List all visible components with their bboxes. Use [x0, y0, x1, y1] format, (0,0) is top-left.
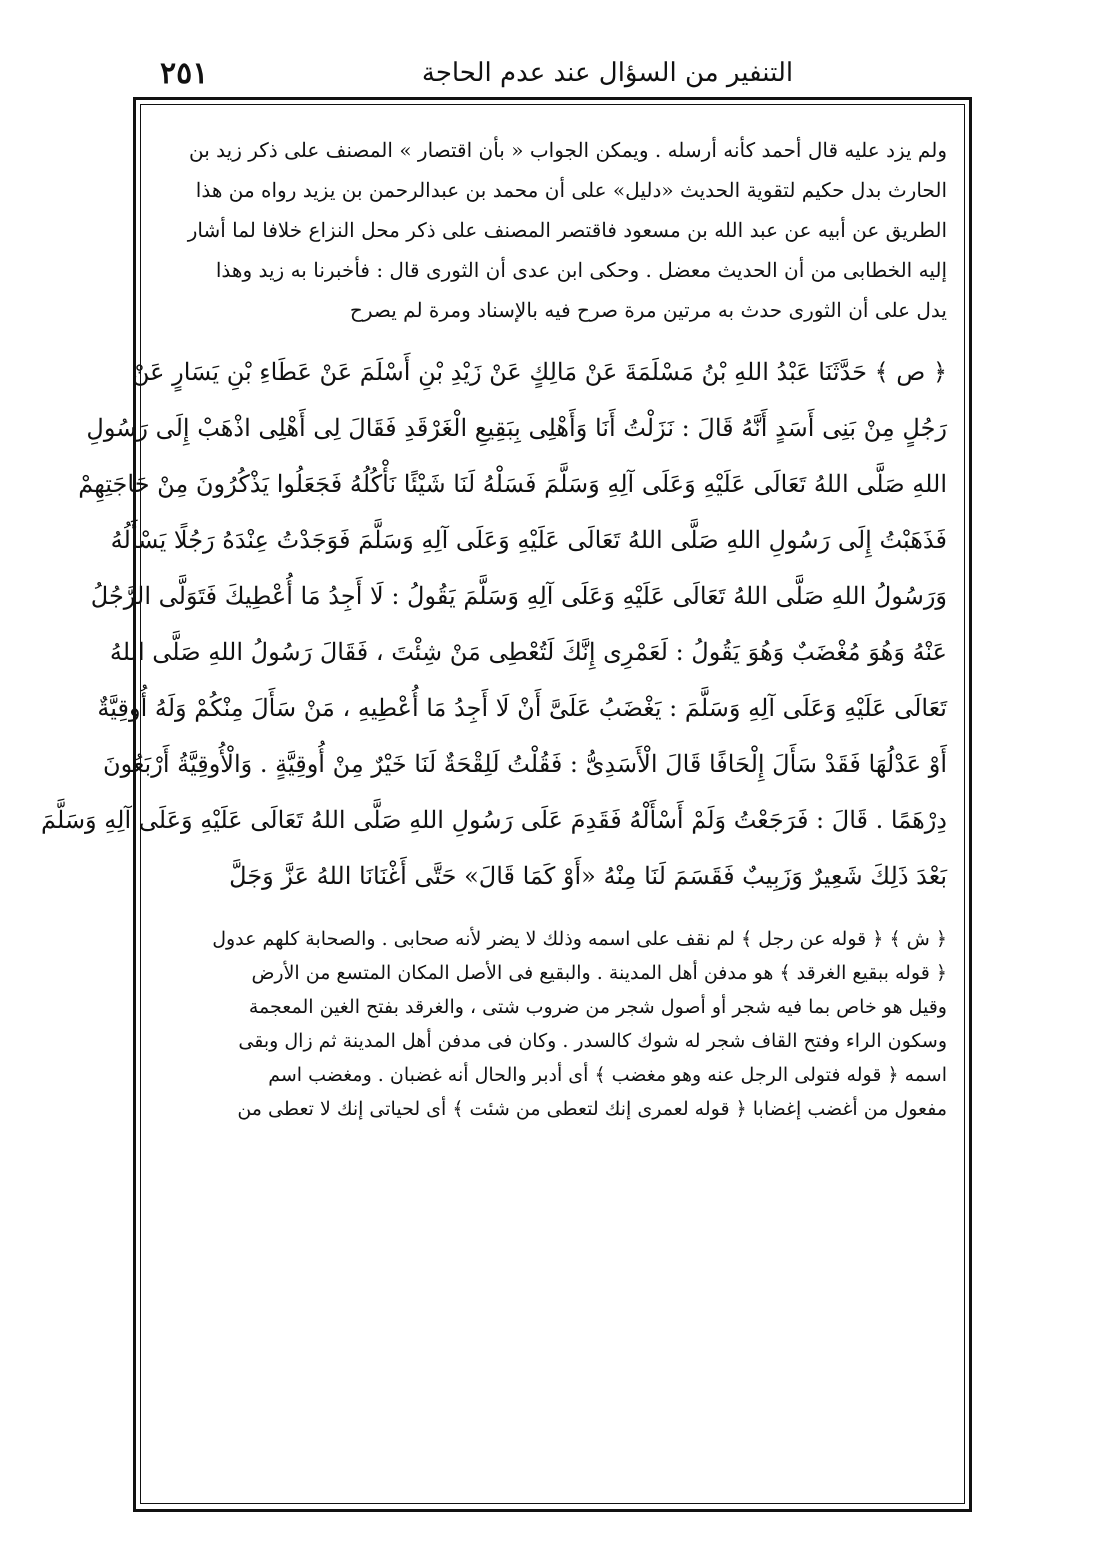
text-line: يدل على أن الثورى حدث به مرتين مرة صرح فيه بالإسناد ومرة لم يصرح — [349, 298, 947, 322]
hadith-line: دِرْهَمًا . قَالَ : فَرَجَعْتُ وَلَمْ أَسْأَلْهُ فَقَدِمَ عَلَى رَسُولِ اللهِ صَلَّى اللهُ تَعَالَى عَلَيْهِ وَعَلَى آلِهِ وَسَلَّمَ — [41, 806, 947, 834]
page-header — [150, 50, 965, 95]
note-line: وسكون الراء وفتح القاف شجر له شوك كالسدر . وكان فى مدفن أهل المدينة ثم زال وبقى — [238, 1030, 947, 1052]
hadith-line: أَوْ عَدْلُهَا فَقَدْ سَأَلَ إِلْحَافًا قَالَ الْأَسَدِىُّ : فَقُلْتُ لَلِقْحَةٌ لَنَا خَيْرٌ مِنْ أُوقِيَّةٍ . وَالْأُوقِيَّةُ أَرْبَعُونَ — [102, 750, 947, 778]
note-line: اسمه ﴿ قوله فتولى الرجل عنه وهو مغضب ﴾ أى أدبر والحال أنه غضبان . ومغضب اسم — [268, 1064, 947, 1086]
hadith-line: ﴿ ص ﴾ حَدَّثَنَا عَبْدُ اللهِ بْنُ مَسْلَمَةَ عَنْ مَالِكٍ عَنْ زَيْدِ بْنِ أَسْلَمَ عَنْ عَطَاءِ بْنِ يَسَارٍ عَنْ — [131, 358, 947, 386]
text-line: الحارث بدل حكيم لتقوية الحديث «دليل» على أن محمد بن عبدالرحمن بن يزيد رواه من هذا — [195, 178, 947, 202]
hadith-paragraph — [41, 344, 947, 904]
page-number: ٢٥١ — [160, 56, 209, 91]
hadith-line: رَجُلٍ مِنْ بَنِى أَسَدٍ أَنَّهُ قَالَ : نَزَلْتُ أَنَا وَأَهْلِى بِبَقِيعِ الْغَرْقَدِ فَقَالَ لِى أَهْلِى اذْهَبْ إِلَى رَسُولِ — [86, 414, 947, 442]
text-line: إليه الخطابى من أن الحديث معضل . وحكى ابن عدى أن الثورى قال : فأخبرنا به زيد وهذا — [215, 258, 947, 282]
note-line: ﴿ قوله ببقيع الغرقد ﴾ هو مدفن أهل المدينة . والبقيع فى الأصل المكان المتسع من الأرض — [251, 962, 947, 984]
note-line: مفعول من أغضب إغضابا ﴿ قوله لعمرى إنك لتعطى من شئت ﴾ أى لحياتى إنك لا تعطى من — [237, 1098, 947, 1120]
hadith-line: وَرَسُولُ اللهِ صَلَّى اللهُ تَعَالَى عَلَيْهِ وَعَلَى آلِهِ وَسَلَّمَ يَقُولُ : لَا أَجِدُ مَا أُعْطِيكَ فَتَوَلَّى الرَّجُلُ — [90, 582, 947, 610]
note-line: وقيل هو خاص بما فيه شجر أو أصول شجر من ضروب شتى ، والغرقد بفتح الغين المعجمة — [248, 996, 947, 1018]
hadith-line: تَعَالَى عَلَيْهِ وَعَلَى آلِهِ وَسَلَّمَ : يَغْضَبُ عَلَىَّ أَنْ لَا أَجِدُ مَا أُعْطِيهِ ، مَنْ سَأَلَ مِنْكُمْ وَلَهُ أُوقِيَّةٌ — [97, 694, 947, 722]
hadith-line: فَذَهَبْتُ إِلَى رَسُولِ اللهِ صَلَّى اللهُ تَعَالَى عَلَيْهِ وَعَلَى آلِهِ وَسَلَّمَ فَوَجَدْتُ عِنْدَهُ رَجُلًا يَسْأَلُهُ — [110, 526, 947, 554]
commentary-paragraph — [157, 130, 947, 330]
hadith-line: عَنْهُ وَهُوَ مُغْضَبٌ وَهُوَ يَقُولُ : لَعَمْرِى إِنَّكَ لَتُعْطِى مَنْ شِئْتَ ، فَقَالَ رَسُولُ اللهِ صَلَّى اللهُ — [109, 638, 947, 666]
notes-paragraph — [157, 922, 947, 1126]
text-line: ولم يزد عليه قال أحمد كأنه أرسله . ويمكن الجواب « بأن اقتصار » المصنف على ذكر زيد بن — [189, 138, 947, 162]
page-content — [41, 130, 947, 1500]
hadith-line: اللهِ صَلَّى اللهُ تَعَالَى عَلَيْهِ وَعَلَى آلِهِ وَسَلَّمَ فَسَلْهُ لَنَا شَيْئًا نَأْكُلُهُ فَجَعَلُوا يَذْكُرُونَ مِنْ حَاجَتِهِمْ — [78, 470, 947, 498]
hadith-line: بَعْدَ ذَلِكَ شَعِيرٌ وَزَبِيبٌ فَقَسَمَ لَنَا مِنْهُ «أَوْ كَمَا قَالَ» حَتَّى أَغْنَانَا اللهُ عَزَّ وَجَلَّ — [229, 862, 947, 890]
text-line: الطريق عن أبيه عن عبد الله بن مسعود فاقتصر المصنف على ذكر محل النزاع خلافا لما أشار — [187, 218, 947, 242]
running-title: التنفير من السؤال عند عدم الحاجة — [421, 58, 794, 88]
note-line: ﴿ ش ﴾ ﴿ قوله عن رجل ﴾ لم نقف على اسمه وذلك لا يضر لأنه صحابى . والصحابة كلهم عدول — [212, 928, 947, 950]
